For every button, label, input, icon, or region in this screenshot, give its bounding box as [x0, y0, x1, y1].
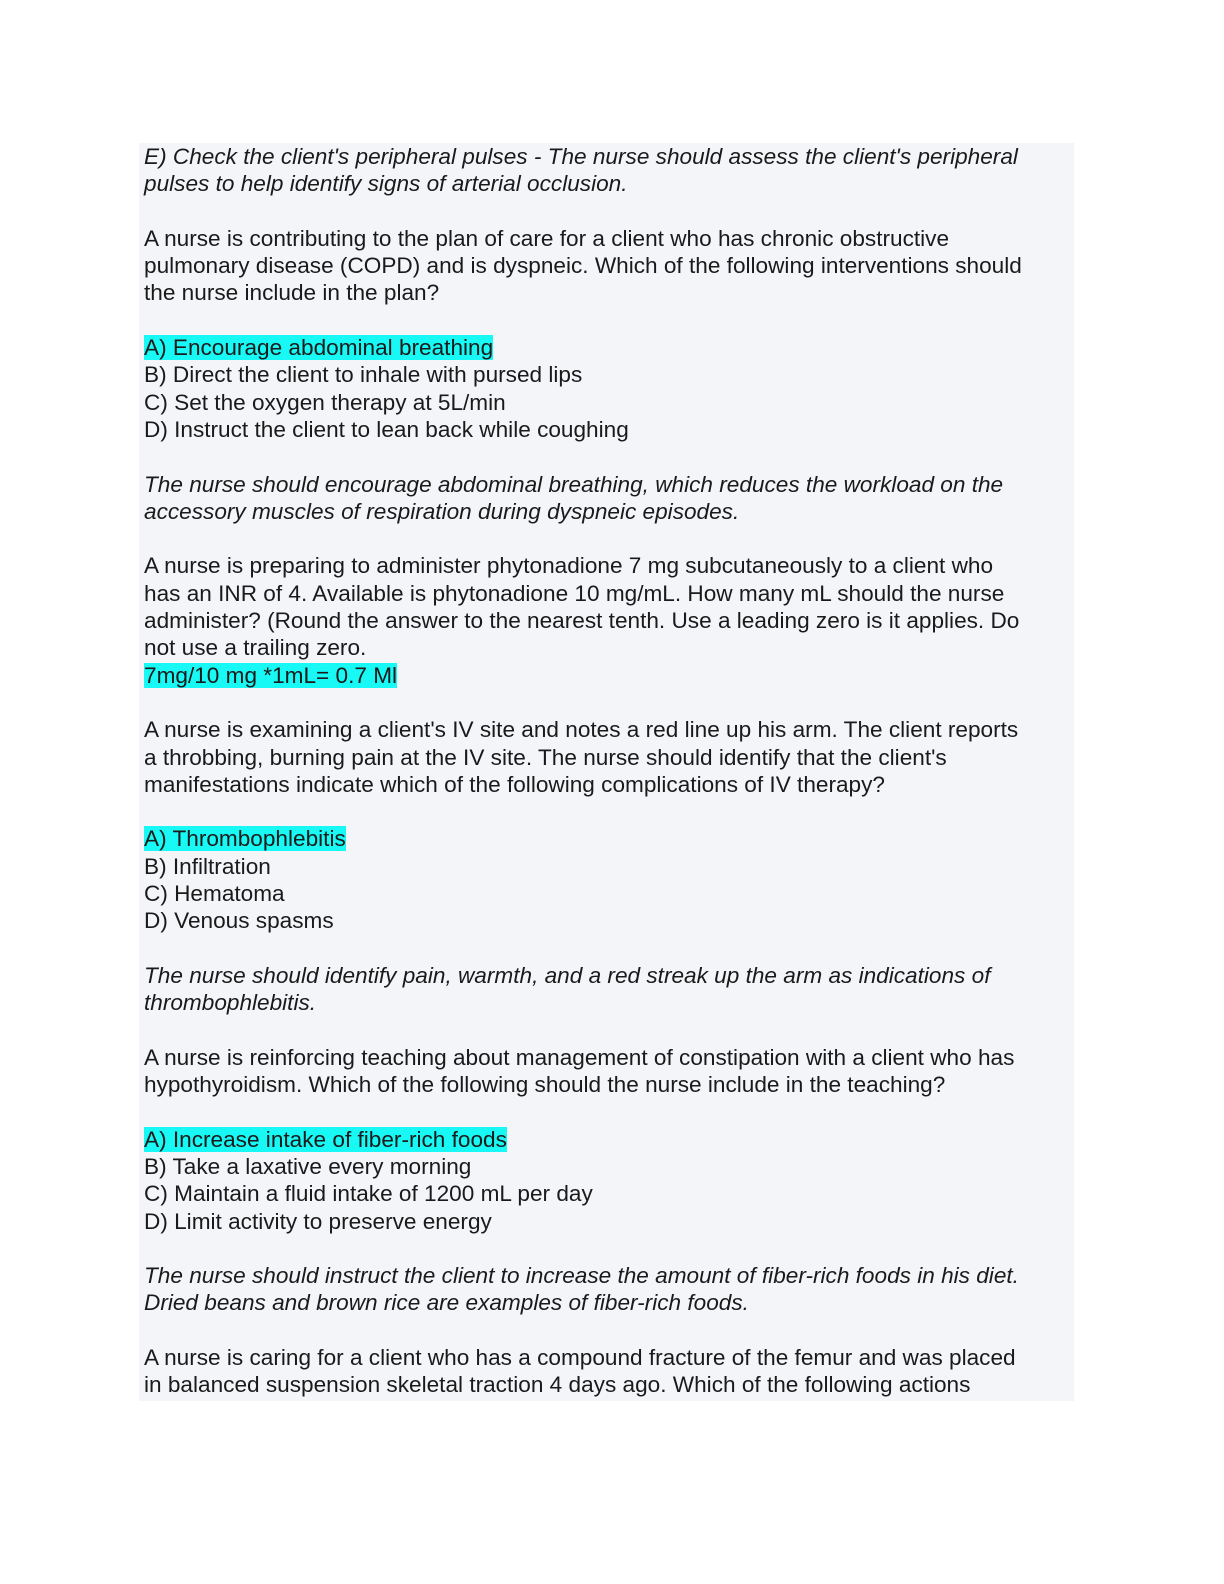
option-c: C) Maintain a fluid intake of 1200 mL per day — [144, 1181, 593, 1207]
spacer — [144, 689, 1074, 716]
option-d: D) Limit activity to preserve energy — [144, 1208, 492, 1234]
option-b: B) Infiltration — [144, 853, 271, 879]
rationale-line: The nurse should instruct the client to increase the amount of fiber-rich foods in his diet. — [144, 1263, 1019, 1289]
spacer — [144, 935, 1074, 962]
spacer — [144, 1017, 1074, 1044]
stem-line: pulmonary disease (COPD) and is dyspneic. Which of the following interventions should — [144, 253, 1022, 279]
spacer — [144, 1098, 1074, 1125]
calculation-answer — [144, 662, 1074, 689]
rationale-line: The nurse should identify pain, warmth, and a red streak up the arm as indications of — [144, 962, 991, 988]
spacer — [144, 1317, 1074, 1344]
question-iv-site-stem — [144, 716, 1074, 798]
stem-line: A nurse is preparing to administer phytonadione 7 mg subcutaneously to a client who — [144, 553, 994, 579]
rationale-line: pulses to help identify signs of arterial occlusion. — [144, 171, 628, 197]
option-a-correct — [144, 1126, 1074, 1153]
question-copd-rationale — [144, 471, 1074, 526]
option-c: C) Hematoma — [144, 881, 285, 907]
question-constipation-options — [144, 1126, 1074, 1235]
rationale-line: The nurse should encourage abdominal breathing, which reduces the workload on the — [144, 471, 1004, 497]
stem-line: A nurse is examining a client's IV site and notes a red line up his arm. The client reports — [144, 717, 1019, 743]
question-copd-options — [144, 334, 1074, 443]
option-a-correct — [144, 334, 1074, 361]
stem-line: hypothyroidism. Which of the following should the nurse include in the teaching? — [144, 1072, 946, 1098]
stem-line: a throbbing, burning pain at the IV site. The nurse should identify that the client's — [144, 744, 947, 770]
answer-highlight: A) Thrombophlebitis — [144, 826, 346, 852]
stem-line: A nurse is caring for a client who has a compound fracture of the femur and was placed — [144, 1345, 1016, 1371]
stem-line: administer? (Round the answer to the nearest tenth. Use a leading zero is it applies. Do — [144, 608, 1020, 634]
option-d: D) Instruct the client to lean back while coughing — [144, 416, 629, 442]
answer-highlight: A) Encourage abdominal breathing — [144, 335, 494, 361]
question-phytonadione-stem — [144, 552, 1074, 688]
option-b: B) Direct the client to inhale with pursed lips — [144, 362, 583, 388]
spacer — [144, 443, 1074, 470]
rationale-line: thrombophlebitis. — [144, 990, 317, 1016]
question-constipation-stem — [144, 1044, 1074, 1099]
spacer — [144, 798, 1074, 825]
document-text — [139, 143, 1074, 1399]
answer-highlight: A) Increase intake of fiber-rich foods — [144, 1126, 507, 1152]
option-a-correct — [144, 825, 1074, 852]
question-constipation-rationale — [144, 1262, 1074, 1317]
spacer — [144, 525, 1074, 552]
rationale-line: Dried beans and brown rice are examples of fiber-rich foods. — [144, 1290, 749, 1316]
stem-line: A nurse is contributing to the plan of care for a client who has chronic obstructive — [144, 225, 950, 251]
spacer — [144, 1235, 1074, 1262]
question-copd-stem — [144, 225, 1074, 307]
question-iv-site-options — [144, 825, 1074, 934]
spacer — [144, 307, 1074, 334]
rationale-line: E) Check the client's peripheral pulses - The nurse should assess the client's peripheral — [144, 144, 1018, 169]
stem-line: not use a trailing zero. — [144, 635, 367, 661]
stem-line: the nurse include in the plan? — [144, 280, 440, 306]
spacer — [144, 198, 1074, 225]
stem-line: A nurse is reinforcing teaching about management of constipation with a client who has — [144, 1044, 1015, 1070]
intro-rationale — [144, 143, 1074, 198]
question-iv-site-rationale — [144, 962, 1074, 1017]
stem-line: in balanced suspension skeletal traction 4 days ago. Which of the following actions — [144, 1372, 971, 1398]
rationale-line: accessory muscles of respiration during dyspneic episodes. — [144, 498, 740, 524]
document-body — [139, 143, 1074, 1401]
stem-line: has an INR of 4. Available is phytonadione 10 mg/mL. How many mL should the nurse — [144, 580, 1005, 606]
answer-highlight: 7mg/10 mg *1mL= 0.7 Ml — [144, 662, 398, 688]
option-c: C) Set the oxygen therapy at 5L/min — [144, 389, 506, 415]
stem-line: manifestations indicate which of the following complications of IV therapy? — [144, 771, 885, 797]
question-traction-stem — [144, 1344, 1074, 1399]
option-b: B) Take a laxative every morning — [144, 1153, 472, 1179]
option-d: D) Venous spasms — [144, 908, 334, 934]
